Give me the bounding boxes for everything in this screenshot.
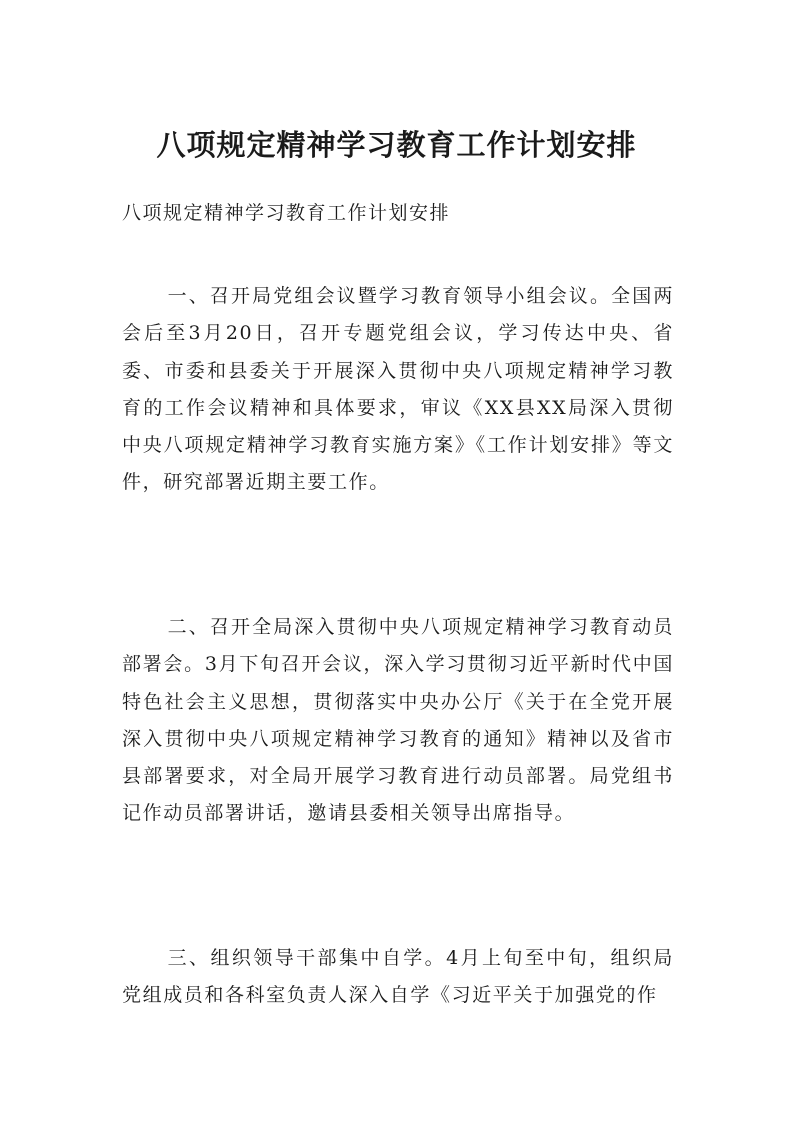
paragraph-1: 一、召开局党组会议暨学习教育领导小组会议。全国两会后至3月20日，召开专题党组会议，学习传达中央、省委、市委和县委关于开展深入贯彻中央八项规定精神学习教育的工作会议精神和具体要求，审议《XX县XX局深入贯彻中央八项规定精神学习教育实施方案》《工作计划安排》等文件，研究部署近期主要工作。 [122,285,674,494]
paragraph-3: 三、组织领导干部集中自学。4月上旬至中旬，组织局党组成员和各科室负责人深入自学《习近平关于加强党的作 [122,947,674,1007]
document-subtitle: 八项规定精神学习教育工作计划安排 [122,202,451,224]
document-title: 八项规定精神学习教育工作计划安排 [156,128,637,162]
paragraph-2: 二、召开全局深入贯彻中央八项规定精神学习教育动员部署会。3月下旬召开会议，深入学习贯彻习近平新时代中国特色社会主义思想，贯彻落实中央办公厅《关于在全党开展深入贯彻中央八项规定精神学习教育的通知》精神以及省市县部署要求，对全局开展学习教育进行动员部署。局党组书记作动员部署讲话，邀请县委相关领导出席指导。 [122,616,674,825]
